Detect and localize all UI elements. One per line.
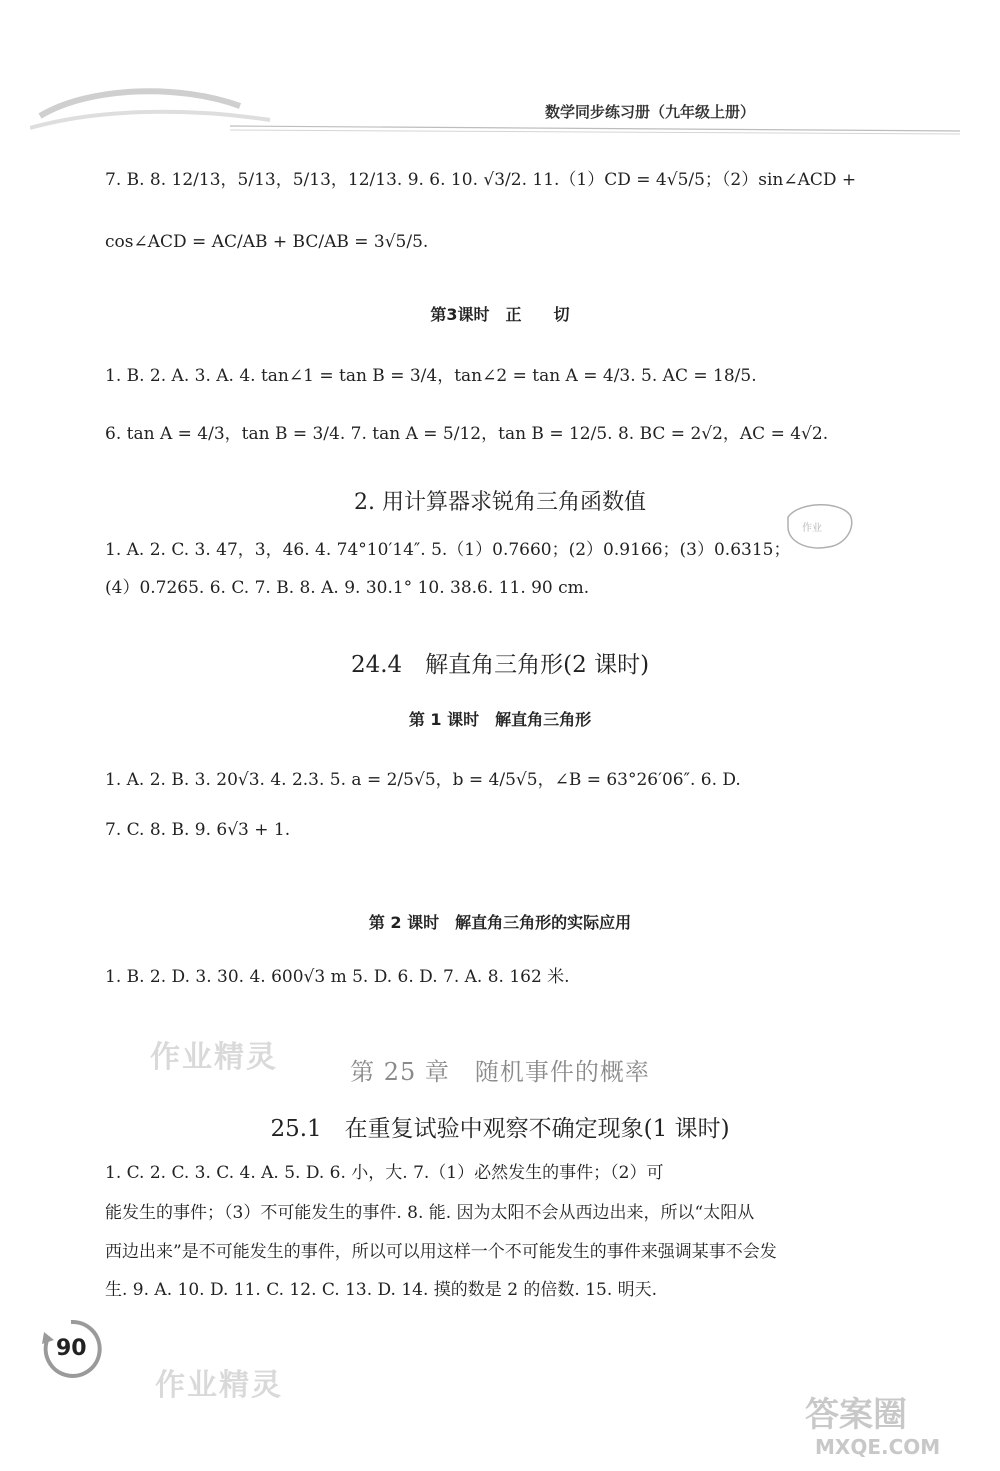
- svg-text:答案圈: 答案圈: [805, 1395, 907, 1435]
- section-heading: 25.1 在重复试验中观察不确定现象(1 课时): [270, 1116, 730, 1142]
- section-heading: 2. 用计算器求锐角三角函数值: [354, 490, 646, 515]
- svg-text:MXQE.COM: MXQE.COM: [815, 1435, 941, 1459]
- running-header: 数学同步练习册（九年级上册）: [544, 103, 755, 121]
- answer-line: (4）0.7265. 6. C. 7. B. 8. A. 9. 30.1° 10. 38.6. 11. 90 cm.: [105, 578, 590, 598]
- answer-line: 1. A. 2. B. 3. 20√3. 4. 2.3. 5. a = 2/5√5，b = 4/5√5，∠B = 63°26′06″. 6. D.: [105, 770, 741, 790]
- answer-line: 7. B. 8. 12/13，5/13，5/13，12/13. 9. 6. 10. √3/2. 11.（1）CD = 4√5/5；（2）sin∠ACD +: [105, 170, 857, 190]
- answer-line: 能发生的事件；（3）不可能发生的事件. 8. 能. 因为太阳不会从西边出来，所以“太阳从: [105, 1203, 755, 1223]
- lesson-heading: 第3课时 正 切: [430, 305, 570, 324]
- site-watermark-logo: [785, 1386, 985, 1461]
- answer-line: 1. C. 2. C. 3. C. 4. A. 5. D. 6. 小，大. 7.（1）必然发生的事件；（2）可: [105, 1163, 664, 1183]
- watermark-stamp: 作业精灵: [150, 1040, 278, 1075]
- answer-line: 7. C. 8. B. 9. 6√3 + 1.: [105, 820, 291, 840]
- answer-line: 1. B. 2. D. 3. 30. 4. 600√3 m 5. D. 6. D. 7. A. 8. 162 米.: [105, 967, 570, 987]
- lesson-heading: 第 1 课时 解直角三角形: [408, 710, 592, 729]
- answer-line: 生. 9. A. 10. D. 11. C. 12. C. 13. D. 14. 摸的数是 2 的倍数. 15. 明天.: [105, 1280, 658, 1300]
- answer-line: 6. tan A = 4/3，tan B = 3/4. 7. tan A = 5/12，tan B = 12/5. 8. BC = 2√2，AC = 4√2.: [105, 424, 829, 444]
- watermark-stamp: 作业精灵: [155, 1368, 283, 1403]
- section-heading: 24.4 解直角三角形(2 课时): [350, 652, 650, 678]
- chapter-heading: 第 25 章 随机事件的概率: [350, 1058, 650, 1086]
- answer-line: 西边出来”是不可能发生的事件，所以可以用这样一个不可能发生的事件来强调某事不会发: [105, 1242, 777, 1262]
- answer-line: 1. B. 2. A. 3. A. 4. tan∠1 = tan B = 3/4，tan∠2 = tan A = 4/3. 5. AC = 18/5.: [105, 366, 757, 386]
- header-swoosh-decoration: [30, 78, 960, 138]
- answer-line: cos∠ACD = AC/AB + BC/AB = 3√5/5.: [105, 232, 429, 252]
- page-number: 90: [56, 1336, 87, 1361]
- answer-line: 1. A. 2. C. 3. 47，3，46. 4. 74°10′14″. 5.（1）0.7660；(2）0.9166；(3）0.6315；: [105, 540, 791, 560]
- lesson-heading: 第 2 课时 解直角三角形的实际应用: [368, 913, 632, 932]
- svg-text:作业: 作业: [802, 523, 822, 534]
